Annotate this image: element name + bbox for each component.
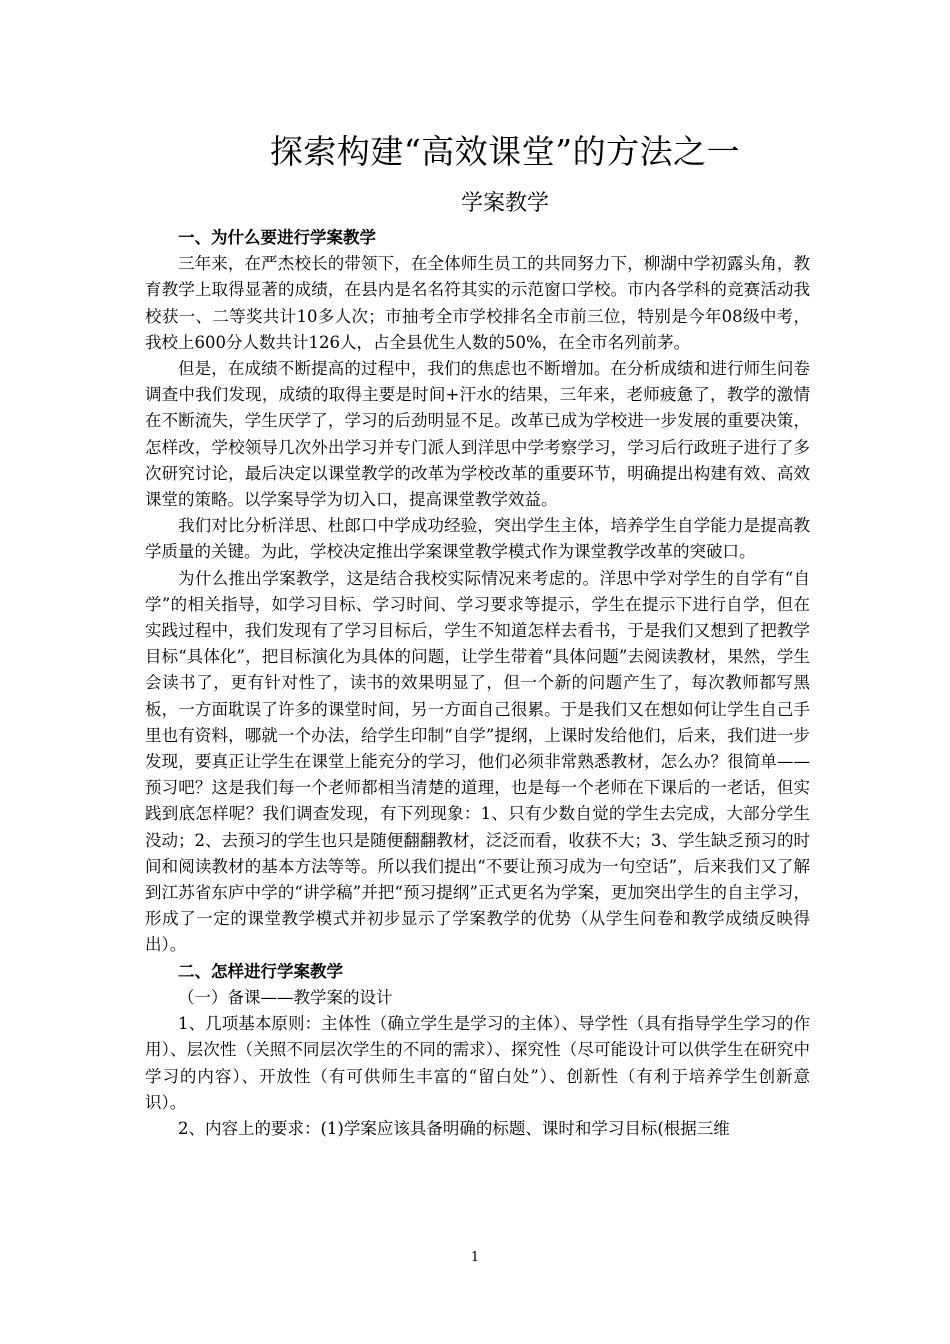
paragraph-5: 1、几项基本原则：主体性（确立学生是学习的主体）、导学性（具有指导学生学习的作用）、层次性（关照不同层次学生的不同的需求）、探究性（尽可能设计可以供学生在研究中学习的内容）、开放性（有可供师生丰富的“留白处”）、创新性（有利于培养学生创新意识）。 bbox=[145, 1014, 810, 1112]
document-title: 探索构建“高效课堂”的方法之一 bbox=[269, 132, 741, 171]
document-body bbox=[145, 225, 810, 1142]
paragraph-1: 三年来，在严杰校长的带领下，在全体师生员工的共同努力下，柳湖中学初露头角，教育教学上取得显著的成绩，在县内是名名符其实的示范窗口学校。市内各学科的竞赛活动我校获一、二等奖共计10多人次；市抽考全市学校排名全市前三位，特别是今年08级中考，我校上600分人数共计126人，占全县优生人数的50%，在全市名列前茅。 bbox=[145, 254, 810, 352]
subsection-heading-1: （一）备课——教学案的设计 bbox=[178, 987, 393, 1007]
page-number: 1 bbox=[470, 1250, 480, 1265]
paragraph-2: 但是，在成绩不断提高的过程中，我们的焦虑也不断增加。在分析成绩和进行师生问卷调查中我们发现，成绩的取得主要是时间+汗水的结果，三年来，老师疲惫了，教学的激情在不断流失，学生厌学了，学习的后劲明显不足。改革已成为学校进一步发展的重要决策，怎样改，学校领导几次外出学习并专门派人到洋思中学考察学习，学习后行政班子进行了多次研究讨论，最后决定以课堂教学的改革为学校改革的重要环节，明确提出构建有效、高效课堂的策略。以学案导学为切入口，提高课堂教学效益。 bbox=[145, 359, 810, 510]
paragraph-6: 2、内容上的要求：(1)学案应该具备明确的标题、课时和学习目标(根据三维 bbox=[178, 1118, 730, 1138]
document-subtitle: 学案教学 bbox=[460, 191, 549, 216]
section-heading-2: 二、怎样进行学案教学 bbox=[178, 961, 343, 981]
section-heading-1: 一、为什么要进行学案教学 bbox=[178, 228, 376, 247]
paragraph-3: 我们对比分析洋思、杜郎口中学成功经验，突出学生主体，培养学生自学能力是提高教学质量的关键。为此，学校决定推出学案课堂教学模式作为课堂教学改革的突破口。 bbox=[145, 516, 810, 562]
paragraph-4: 为什么推出学案教学，这是结合我校实际情况来考虑的。洋思中学对学生的自学有“自学”的相关指导，如学习目标、学习时间、学习要求等提示，学生在提示下进行自学，但在实践过程中，我们发现有了学习目标后，学生不知道怎样去看书，于是我们又想到了把教学目标“具体化”，把目标演化为具体的问题，让学生带着“具体问题”去阅读教材，果然，学生会读书了，更有针对性了，读书的效果明显了，但一个新的问题产生了，每次教师都写黑板，一方面耽误了许多的课堂时间，另一方面自己很累。于是我们又在想如何让学生自己手里也有资料，哪就一个办法，给学生印制“自学”提纲，上课时发给他们，后来，我们进一步发现，要真正让学生在课堂上能充分的学习，他们必须非常熟悉教材，怎么办？很简单——预习吧？这是我们每一个老师都相当清楚的道理，也是每一个老师在下课后的一老话，但实践到底怎样呢？我们调查发现，有下列现象：1、只有少数自觉的学生去完成，大部分学生没动；2、去预习的学生也只是随便翻翻教材，泛泛而看，收获不大；3、学生缺乏预习的时间和阅读教材的基本方法等等。所以我们提出“不要让预习成为一句空话”，后来我们又了解到江苏省东庐中学的“讲学稿”并把“预习提纲”正式更名为学案，更加突出学生的自主学习，形成了一定的课堂教学模式并初步显示了学案教学的优势（从学生问卷和教学成绩反映得出）。 bbox=[145, 568, 810, 955]
